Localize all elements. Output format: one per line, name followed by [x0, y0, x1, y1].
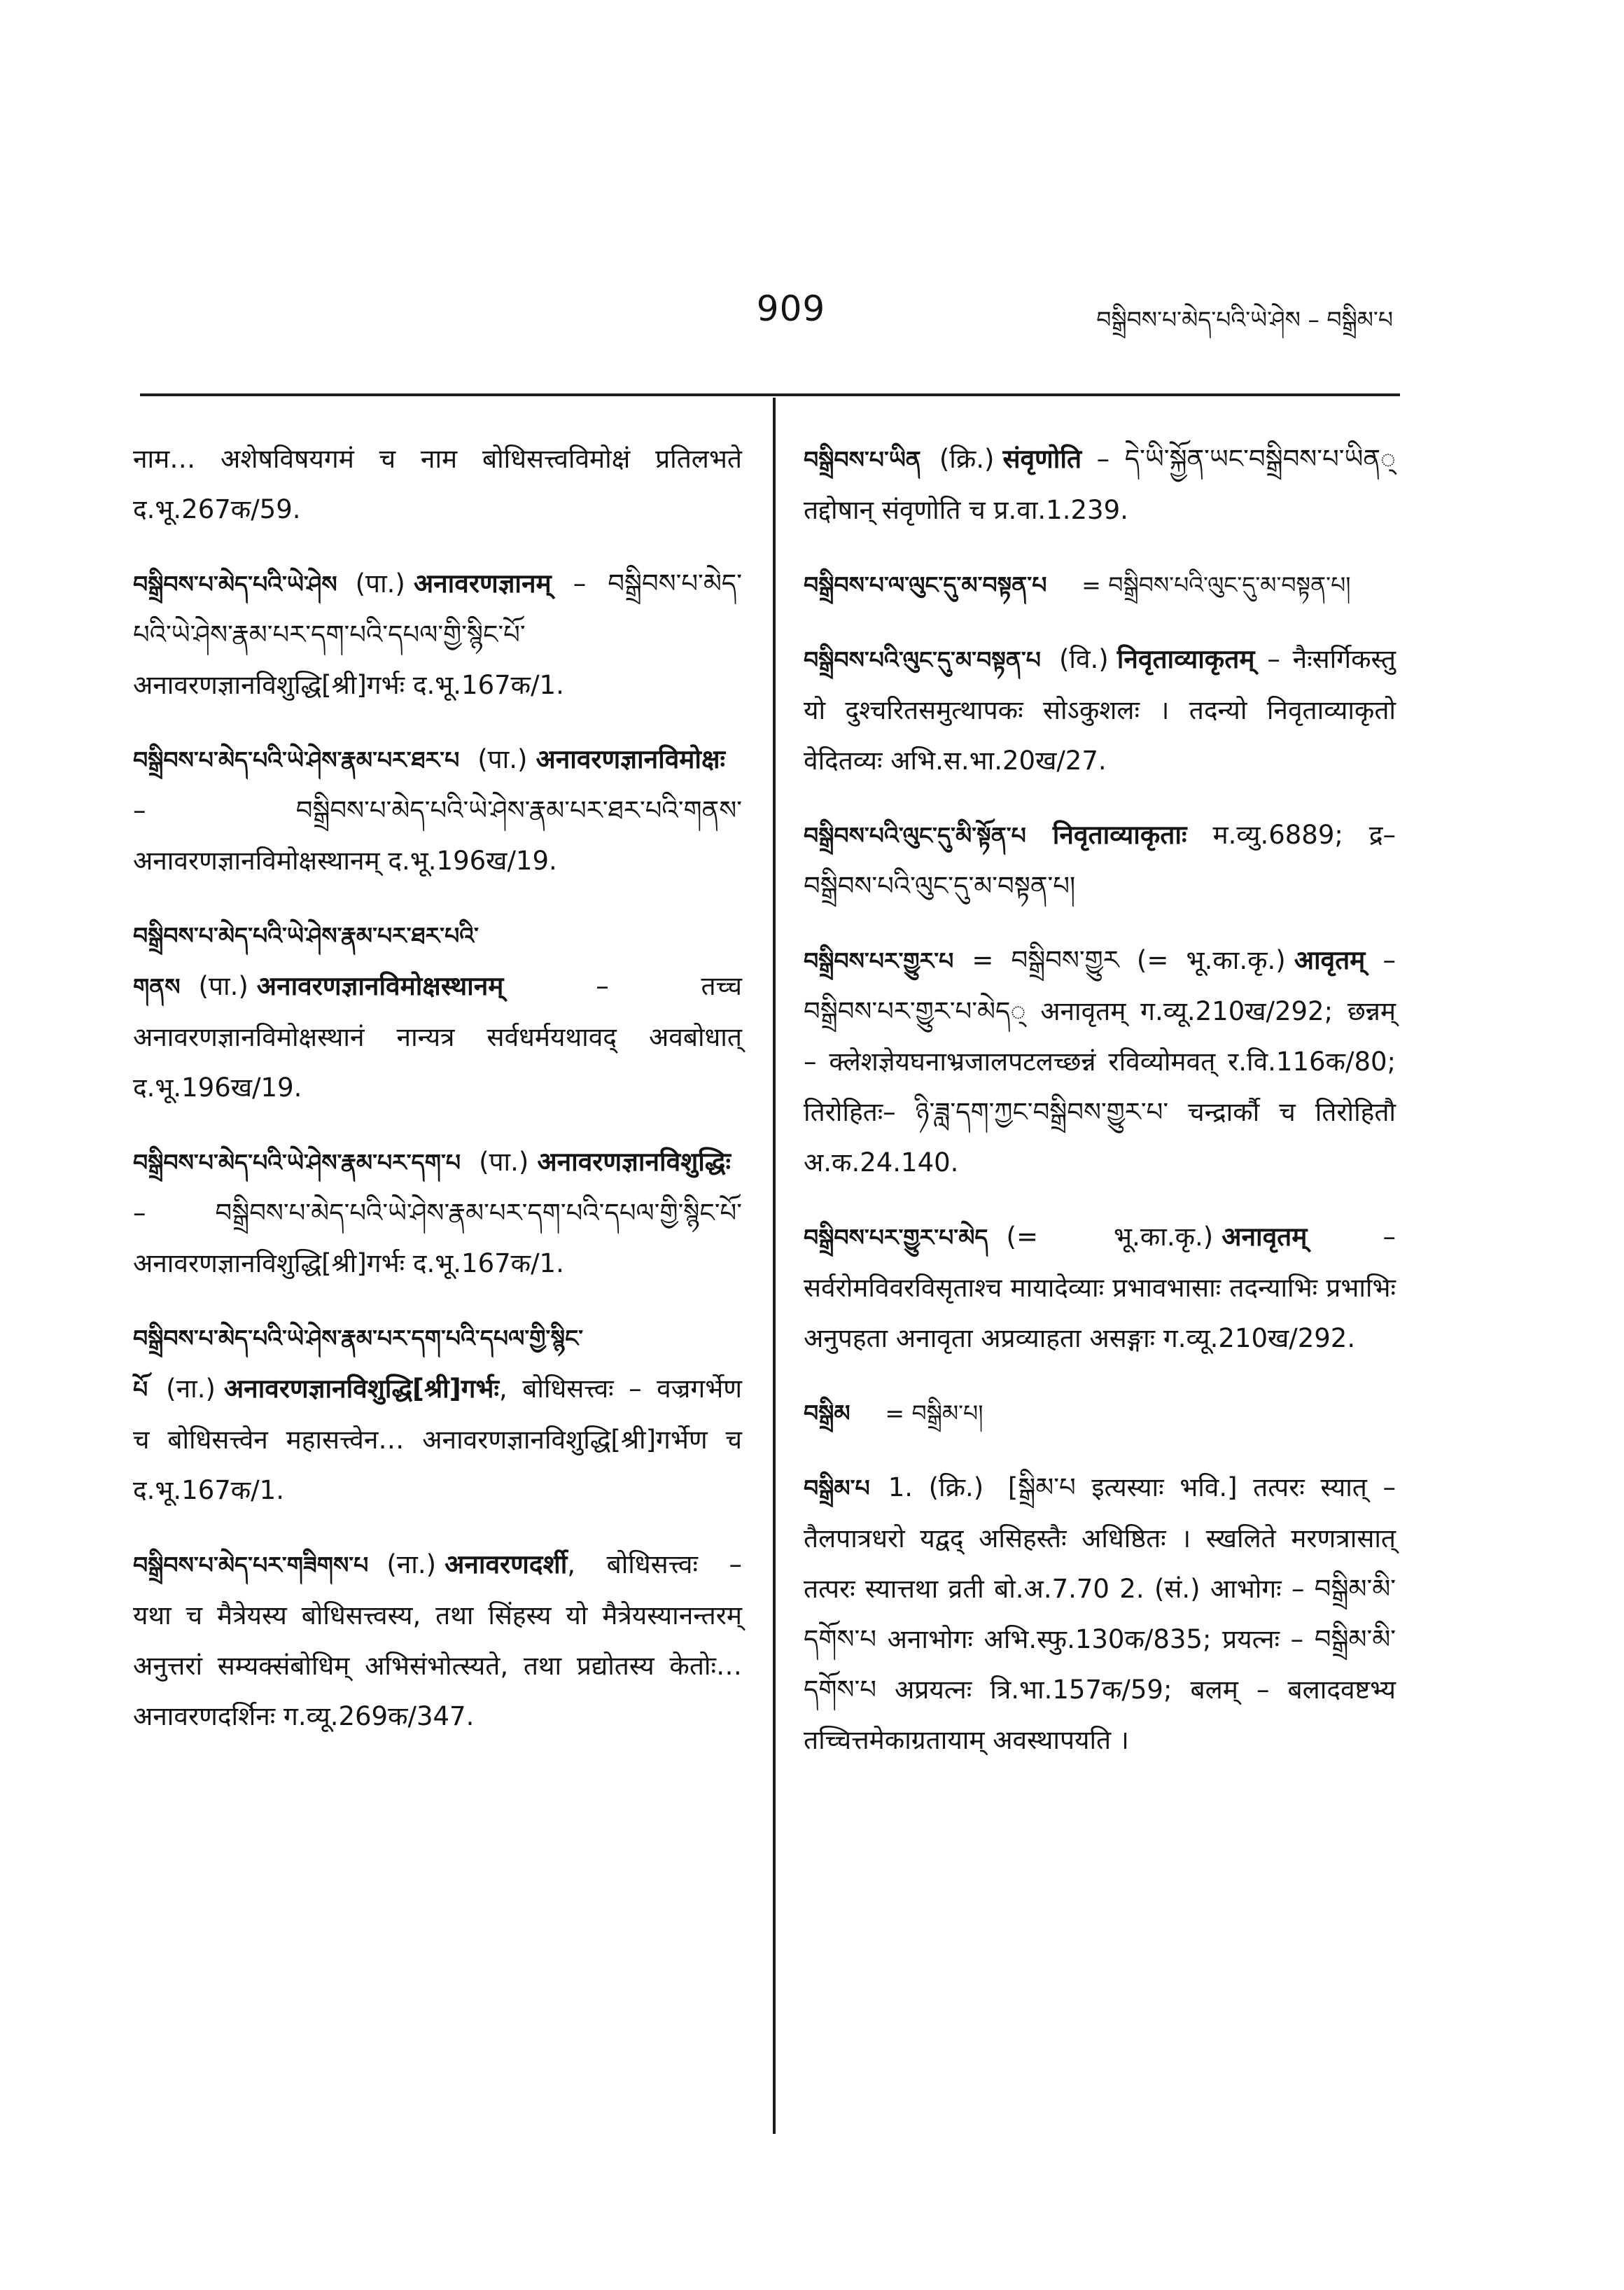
grammar-tag: 1. (क्रि.): [888, 1472, 984, 1502]
grammar-tag: (पा.): [477, 744, 528, 774]
entry-text: म.व्यु.6889; द्र– བསྒྲིབས་པའི་ལུང་དུ་མ་བསྟན་པ།: [804, 820, 1396, 901]
sanskrit-equivalent: संवृणोति: [1002, 444, 1082, 474]
right-column: [804, 434, 1396, 1789]
headword: བསྒྲིབས་པའི་ལུང་དུ་མ་བསྟན་པ: [804, 646, 1041, 673]
dictionary-entry: [804, 935, 1396, 1188]
headword: བསྒྲིབས་པ་མེད་པའི་ཡེ་ཤེས་རྣམ་པར་ཐར་པ: [133, 746, 460, 774]
headword: བསྒྲིབས་པ་ཡིན: [804, 446, 921, 473]
headword: བསྒྲིབས་པའི་ལུང་དུ་མི་སྟོན་པ: [804, 822, 1026, 849]
grammar-tag: = བསྒྲིབས་གྱུར (= भू.का.कृ.): [972, 945, 1286, 975]
sanskrit-equivalent: निवृताव्याकृतम्: [1116, 644, 1255, 674]
sanskrit-equivalent: अनावृतम्: [1222, 1222, 1308, 1252]
headword: བསྒྲིབས་པར་གྱུར་པ: [804, 947, 954, 975]
entry-text: , बोधिसत्त्वः – यथा च मैत्रेयस्य बोधिसत्त्वस्य, तथा सिंहस्य यो मैत्रेयस्यानन्तरम् अनुत्तरां सम्यक्संबोधिम् अभिसंभोत्स्यते, तथा प्रद्योतस्य केतोः… अनावरणदर्शिनः ग.व्यू.269क/347.: [133, 1549, 742, 1731]
entry-text: – བསྒྲིབས་པ་མེད་པའི་ཡེ་ཤེས་རྣམ་པར་དག་པའི་དཔལ་གྱི་སྙིང་པོ་ अनावरणज्ञानविशुद्धि[श्री]गर्भः द.भू.167क/1.: [133, 1198, 742, 1278]
grammar-tag: (= भू.का.कृ.): [1006, 1222, 1214, 1252]
sanskrit-equivalent: अनावरणदर्शी: [444, 1549, 568, 1579]
entry-text: = བསྒྲིབས་པའི་ལུང་དུ་མ་བསྟན་པ།: [1082, 571, 1351, 599]
grammar-tag: (पा.): [355, 568, 405, 599]
page-number: 909: [756, 288, 826, 329]
dictionary-entry: [133, 734, 742, 886]
entry-text: – བསྒྲིབས་པ་མེད་པའི་ཡེ་ཤེས་རྣམ་པར་དག་པའི་དཔལ་གྱི་སྙིང་པོ་ अनावरणज्ञानविशुद्धि[श्री]गर्भः द.भू.167क/1.: [133, 568, 742, 700]
sanskrit-equivalent: अनावरणज्ञानम्: [413, 568, 552, 599]
grammar-tag: (पा.): [479, 1147, 529, 1177]
headword: བསྒྲིམ: [804, 1399, 850, 1427]
headword: བསྒྲིམ་པ: [804, 1474, 870, 1502]
column-divider: [773, 398, 776, 2134]
dictionary-entry: [804, 1212, 1396, 1364]
left-column: [133, 434, 742, 1766]
dictionary-entry: [804, 1462, 1396, 1766]
running-head: བསྒྲིབས་པ་མེད་པའི་ཡེ་ཤེས – བསྒྲིམ་པ: [1096, 306, 1393, 333]
entry-text: – བསྒྲིབས་པ་མེད་པའི་ཡེ་ཤེས་རྣམ་པར་ཐར་པའི་གནས་ अनावरणज्ञानविमोक्षस्थानम् द.भू.196ख/19.: [133, 795, 742, 876]
sanskrit-equivalent: अनावरणज्ञानविशुद्धिः: [537, 1147, 731, 1177]
dictionary-entry: [133, 434, 742, 535]
grammar-tag: (ना.): [166, 1374, 216, 1404]
headword: བསྒྲིབས་པ་མེད་པའི་ཡེ་ཤེས་རྣམ་པར་དག་པའི་དཔལ་གྱི་སྙིང་པོ: [133, 1325, 584, 1403]
entry-text: , बोधिसत्त्वः – वज्रगर्भेण च बोधिसत्त्वेन महासत्त्वेन… अनावरणज्ञानविशुद्धि[श्री]गर्भेण च द.भू.167क/1.: [133, 1374, 742, 1505]
dictionary-entry: [133, 1313, 742, 1516]
grammar-tag: (क्रि.): [939, 444, 995, 474]
headword: བསྒྲིབས་པ་མེད་པའི་ཡེ་ཤེས: [133, 571, 337, 598]
headword: བསྒྲིབས་པ་མེད་པའི་ཡེ་ཤེས་རྣམ་པར་དག་པ: [133, 1149, 461, 1176]
dictionary-entry: [804, 810, 1396, 912]
entry-text: – བསྒྲིབས་པར་གྱུར་པ་མེད् अनावृतम् ग.व्यू.210ख/292; छन्नम् – क्लेशज्ञेयघनाभ्रजालपटलच्छन्नं रविव्योमवत् र.वि.116क/80; तिरोहितः– ཉི་ཟླ་དག་ཀྱང་བསྒྲིབས་གྱུར་པ་ चन्द्रार्कौ च तिरोहितौ अ.क.24.140.: [804, 945, 1396, 1178]
dictionary-entry: [133, 1540, 742, 1742]
headword: བསྒྲིབས་པར་གྱུར་པ་མེད: [804, 1224, 988, 1251]
grammar-tag: (ना.): [386, 1549, 437, 1579]
entry-text: [སྒྲིམ་པ इत्यस्याः भवि.] तत्परः स्यात् – तैलपात्रधरो यद्वद् असिहस्तैः अधिष्ठितः । स्खलिते मरणत्रासात् तत्परः स्यात्तथा व्रती बो.अ.7.70 2. (सं.) आभोगः – བསྒྲིམ་མི་དགོས་པ अनाभोगः अभि.स्फु.130क/835; प्रयत्नः – བསྒྲིམ་མི་དགོས་པ अप्रयत्नः त्रि.भा.157क/59; बलम् – बलादवष्टभ्य तच्चित्तमेकाग्रतायाम् अवस्थापयति ।: [804, 1472, 1396, 1755]
grammar-tag: (वि.): [1058, 644, 1109, 674]
entry-text: – तच्च अनावरणज्ञानविमोक्षस्थानं नान्यत्र सर्वधर्मयथावद् अवबोधात् द.भू.196ख/19.: [133, 971, 743, 1103]
entry-text: – सर्वरोमविवरविसृताश्च मायादेव्याः प्रभावभासाः तदन्याभिः प्रभाभिः अनुपहता अनावृता अप्रव्याहता असङ्गाः ग.व्यू.210ख/292.: [804, 1222, 1396, 1353]
dictionary-entry: [133, 559, 742, 711]
headword: བསྒྲིབས་པ་ལ་ལུང་དུ་མ་བསྟན་པ: [804, 571, 1047, 599]
dictionary-entry: [804, 1388, 1396, 1439]
sanskrit-equivalent: आवृतम्: [1294, 945, 1366, 975]
dictionary-entry: [804, 634, 1396, 786]
grammar-tag: (पा.): [198, 971, 248, 1001]
entry-text: = བསྒྲིམ་པ།: [885, 1399, 983, 1427]
dictionary-entry: [804, 559, 1396, 610]
headword: བསྒྲིབས་པ་མེད་པའི་ཡེ་ཤེས་རྣམ་པར་ཐར་པའི་གནས: [133, 922, 479, 1000]
dictionary-entry: [133, 910, 742, 1113]
header-rule: [140, 393, 1400, 396]
entry-text: – नैःसर्गिकस्तु यो दुश्चरितसमुत्थापकः सोऽकुशलः । तदन्यो निवृताव्याकृतो वेदितव्यः अभि.स.भा.20ख/27.: [804, 644, 1396, 776]
dictionary-entry: [133, 1137, 742, 1289]
sanskrit-equivalent: अनावरणज्ञानविमोक्षस्थानम्: [256, 971, 504, 1001]
entry-text: नाम… अशेषविषयगमं च नाम बोधिसत्त्वविमोक्षं प्रतिलभते द.भू.267क/59.: [133, 444, 742, 524]
sanskrit-equivalent: निवृताव्याकृताः: [1052, 820, 1187, 850]
headword: བསྒྲིབས་པ་མེད་པར་གཟིགས་པ: [133, 1551, 369, 1579]
entry-text: – དེ་ཡི་སྐྱོན་ཡང་བསྒྲིབས་པ་ཡིན् तद्दोषान् संवृणोति च प्र.वा.1.239.: [804, 444, 1396, 525]
sanskrit-equivalent: अनावरणज्ञानविमोक्षः: [536, 744, 726, 774]
sanskrit-equivalent: अनावरणज्ञानविशुद्धि[श्री]गर्भः: [223, 1374, 499, 1404]
dictionary-entry: [804, 434, 1396, 536]
